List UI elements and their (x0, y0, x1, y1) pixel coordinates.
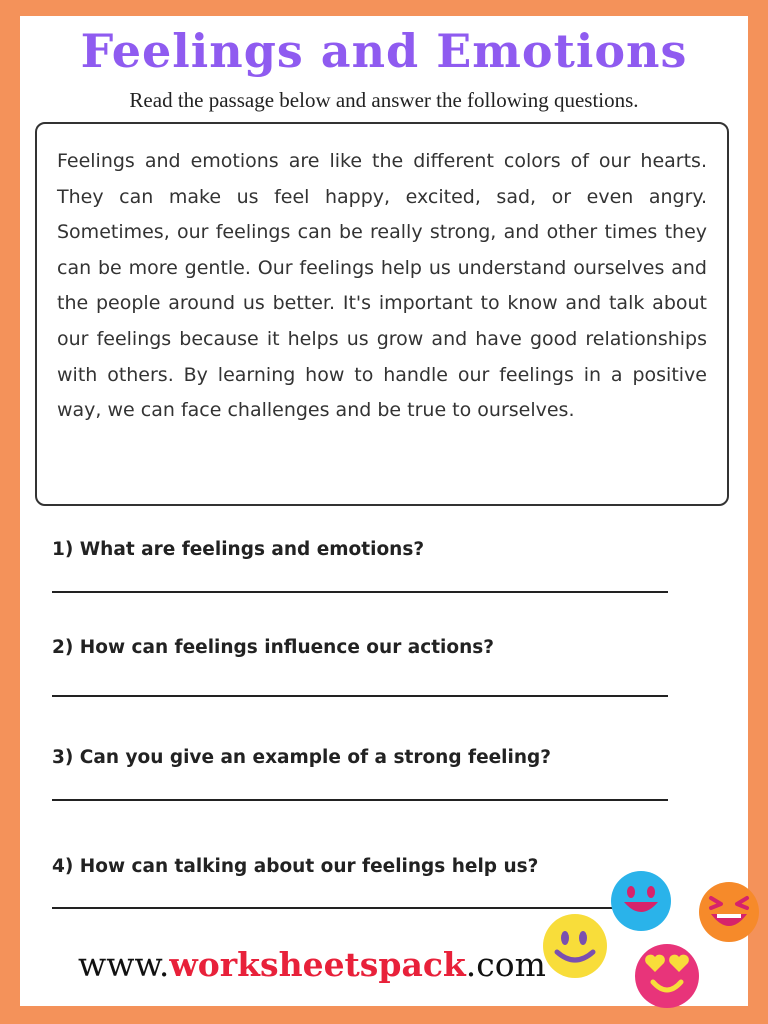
smiling-face-icon (541, 912, 609, 980)
answer-line-2[interactable] (52, 695, 668, 697)
grinning-face-icon (610, 870, 672, 932)
passage-box (35, 122, 729, 506)
laughing-face-icon (697, 880, 761, 944)
answer-line-1[interactable] (52, 591, 668, 593)
heart-eyes-face-icon (633, 942, 701, 1010)
footer-prefix: www. (78, 945, 170, 984)
question-3: 3) Can you give an example of a strong feeling? (52, 747, 551, 768)
footer-suffix: .com (465, 945, 546, 984)
answer-line-3[interactable] (52, 799, 668, 801)
answer-line-4[interactable] (52, 907, 668, 909)
passage-text: Feelings and emotions are like the different colors of our hearts. They can make us feel happy, excited, sad, or even angry. Sometimes, our feelings can be really strong, and other times they can be more gentle. Our feelings help us understand ourselves and the people around us better. It's important to know and talk about our feelings because it helps us grow and have good relationships with others. By learning how to handle our feelings in a positive way, we can face challenges and be true to ourselves. (57, 150, 707, 422)
instructions: Read the passage below and answer the following questions. (129, 88, 639, 112)
question-2: 2) How can feelings influence our actions? (52, 637, 495, 658)
worksheet-page (20, 16, 748, 1006)
worksheet-title: Feelings and Emotions (80, 24, 688, 78)
question-4: 4) How can talking about our feelings help us? (52, 856, 539, 877)
footer-brand: worksheetspack (169, 945, 466, 984)
website-footer[interactable] (78, 945, 546, 984)
question-1: 1) What are feelings and emotions? (52, 539, 425, 560)
